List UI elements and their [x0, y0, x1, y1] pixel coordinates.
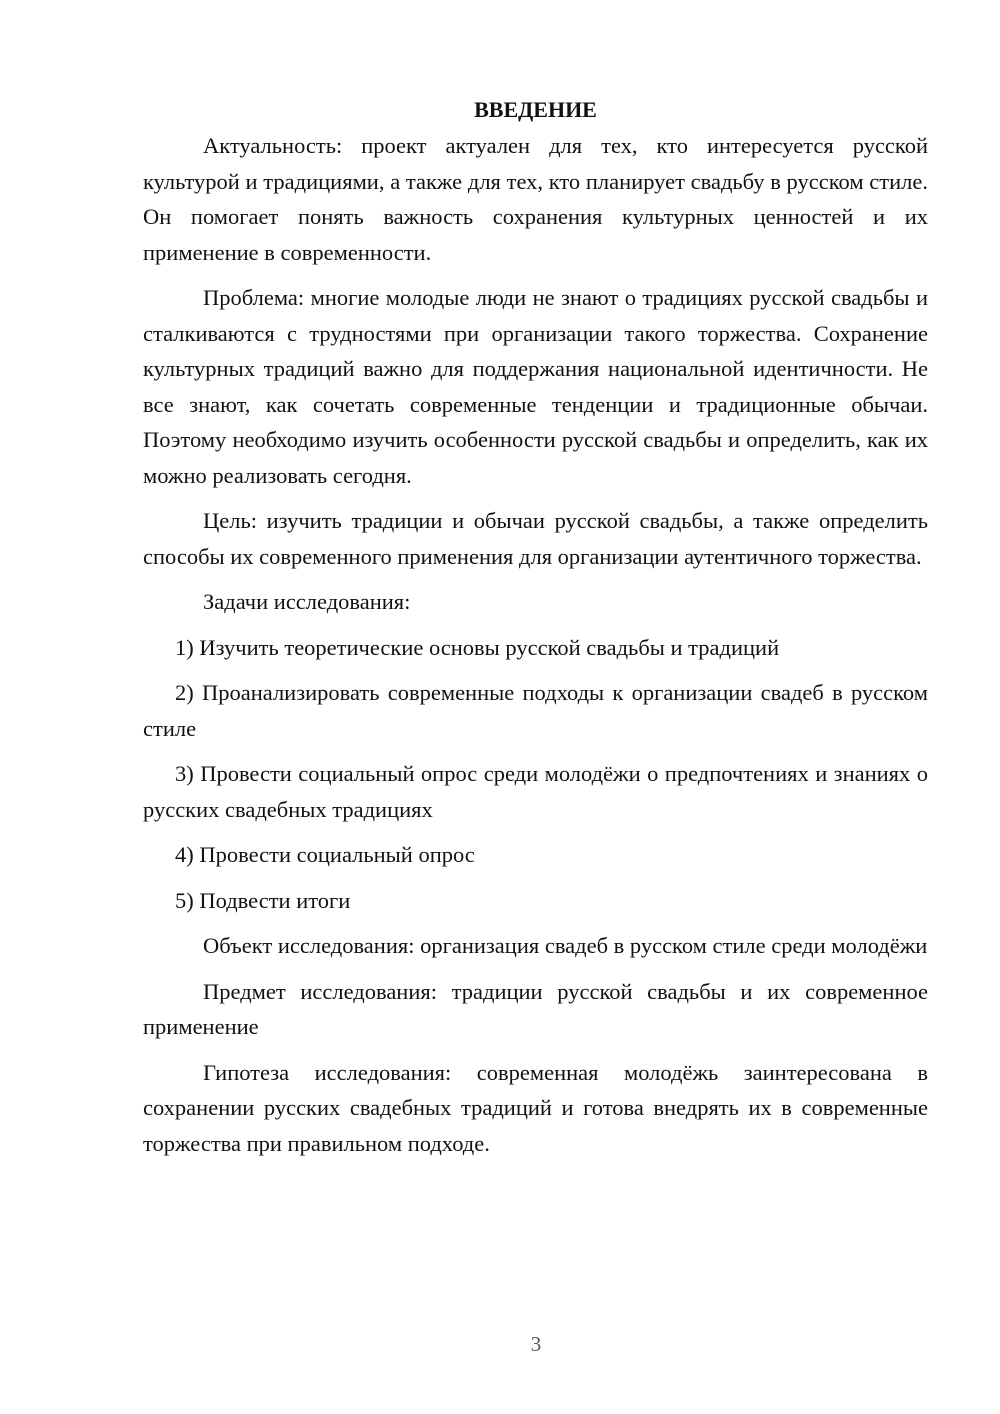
task-item: 5) Подвести итоги — [175, 887, 351, 913]
page-body — [143, 92, 928, 1171]
hypothesis-paragraph: Гипотеза исследования: современная молодёжь заинтересована в сохранении русских свадебных традиций и готова внедрять их в современные торжества при правильном подходе. — [143, 1059, 928, 1156]
goal-paragraph: Цель: изучить традиции и обычаи русской свадьбы, а также определить способы их современного применения для организации аутентичного торжества. — [143, 508, 928, 569]
task-item: 1) Изучить теоретические основы русской свадьбы и традиций — [175, 634, 780, 660]
problem-paragraph: Проблема: многие молодые люди не знают о традициях русской свадьбы и сталкиваются с трудностями при организации такого торжества. Сохранение культурных традиций важно для поддержания национальной идентичности. Не все знают, как сочетать современные тенденции и традиционные обычаи. Поэтому необходимо изучить особенности русской свадьбы и определить, как их можно реализовать сегодня. — [143, 285, 928, 488]
tasks-heading: Задачи исследования: — [203, 589, 411, 614]
object-paragraph: Объект исследования: организация свадеб в русском стиле среди молодёжи — [203, 933, 928, 958]
page-title: ВВЕДЕНИЕ — [474, 97, 597, 122]
task-item: 4) Провести социальный опрос — [175, 842, 475, 867]
relevance-paragraph: Актуальность: проект актуален для тех, кто интересуется русской культурой и традициями, а также для тех, кто планирует свадьбу в русском стиле. Он помогает понять важность сохранения культурных ценностей и их применение в современности. — [143, 133, 928, 265]
task-item: 2) Проанализировать современные подходы к организации свадеб в русском стиле — [143, 680, 928, 741]
page-number: 3 — [530, 1332, 542, 1356]
task-item: 3) Провести социальный опрос среди молодёжи о предпочтениях и знаниях о русских свадебных традициях — [143, 761, 928, 822]
subject-paragraph: Предмет исследования: традиции русской свадьбы и их современное применение — [143, 978, 928, 1039]
